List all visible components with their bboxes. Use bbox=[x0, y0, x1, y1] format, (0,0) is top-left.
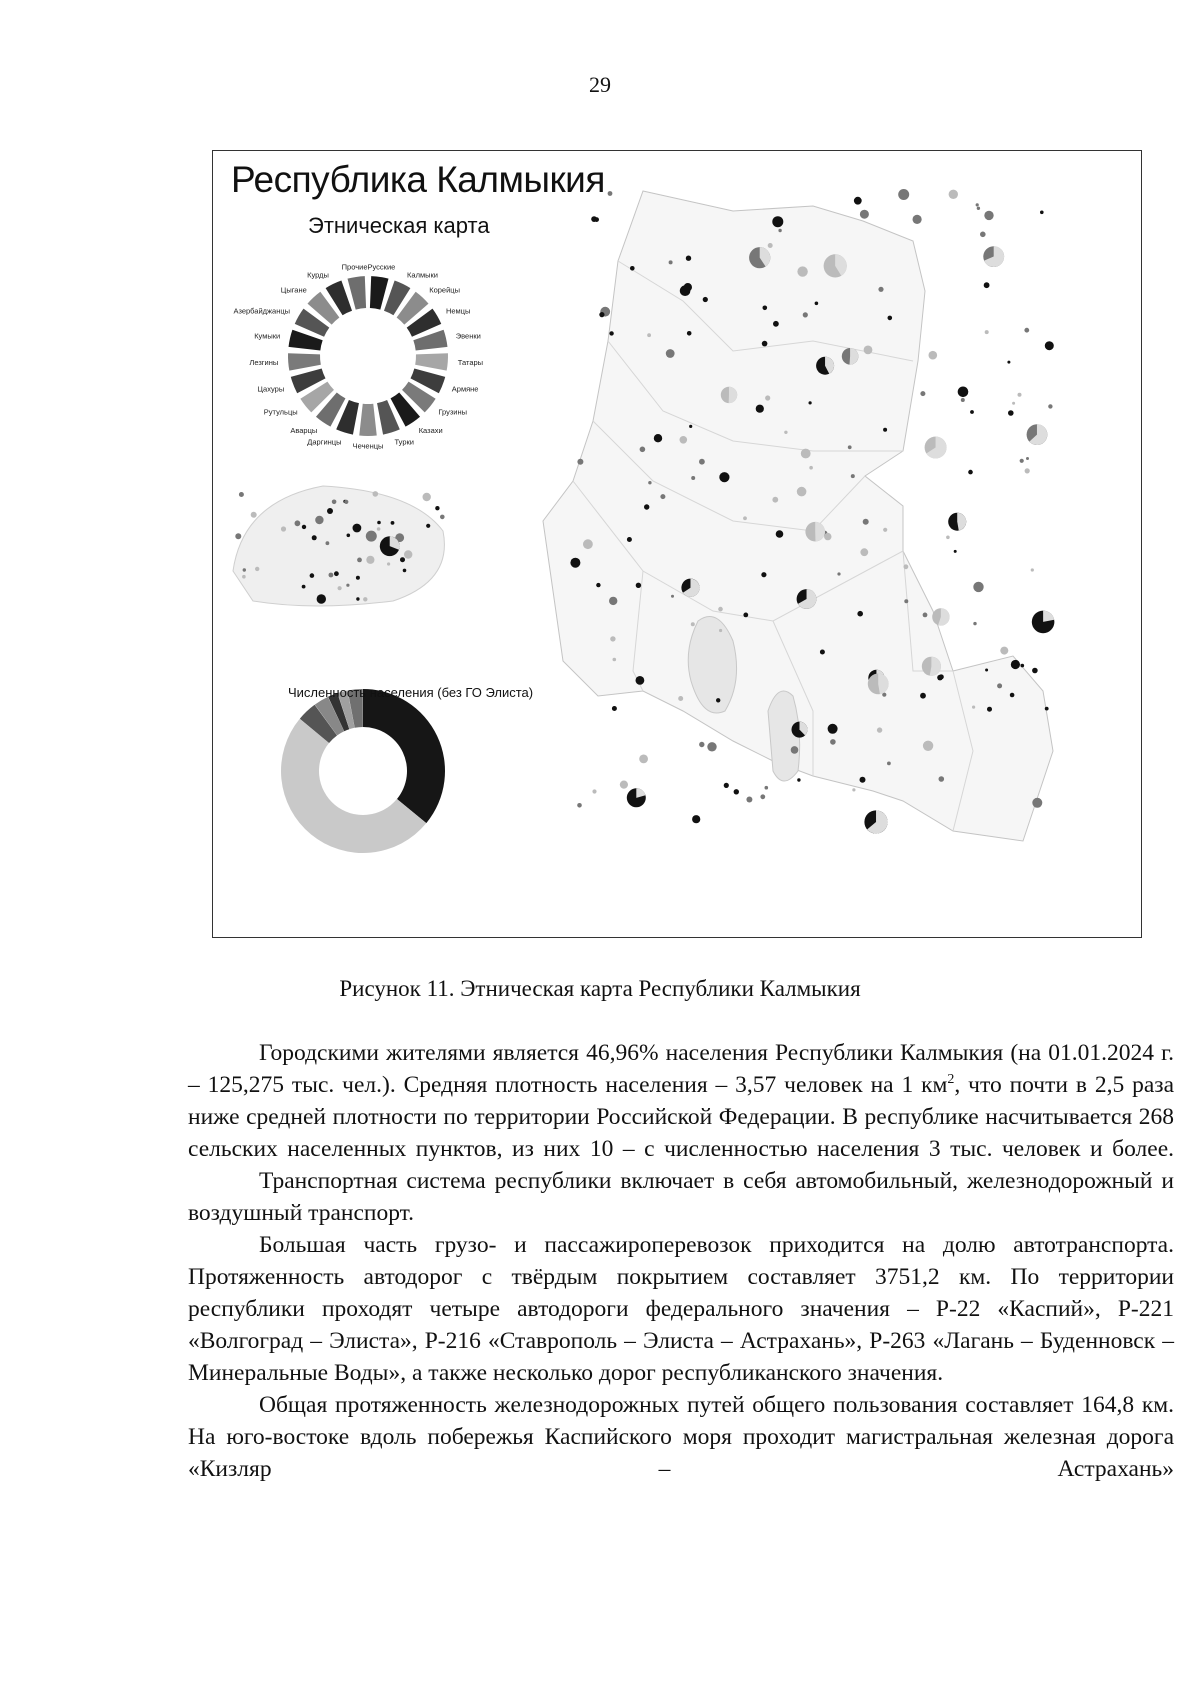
settlement-marker bbox=[797, 778, 800, 781]
settlement-marker bbox=[609, 331, 613, 335]
settlement-marker bbox=[997, 683, 1002, 688]
settlement-marker bbox=[760, 794, 765, 799]
settlement-marker bbox=[773, 321, 779, 327]
settlement-marker bbox=[973, 582, 983, 592]
settlement-marker bbox=[762, 341, 768, 347]
settlement-marker bbox=[863, 519, 869, 525]
figure-subtitle: Этническая карта bbox=[308, 213, 490, 238]
ethnic-ring-chart bbox=[233, 263, 483, 451]
settlement-marker bbox=[1045, 341, 1054, 350]
settlement-marker bbox=[772, 497, 778, 503]
settlement-marker bbox=[877, 727, 882, 732]
settlement-marker bbox=[904, 564, 909, 569]
settlement-marker bbox=[596, 583, 600, 587]
settlement-marker bbox=[707, 742, 716, 751]
settlement-marker bbox=[599, 312, 604, 317]
settlement-marker bbox=[1012, 402, 1015, 405]
figure-caption: Рисунок 11. Этническая карта Республики Калмыкия bbox=[339, 976, 861, 1001]
settlement-marker bbox=[680, 436, 688, 444]
settlement-marker bbox=[692, 815, 700, 823]
settlement-marker bbox=[435, 506, 439, 510]
ring-label: Грузины bbox=[438, 407, 468, 417]
settlement-marker bbox=[660, 494, 665, 499]
settlement-marker bbox=[716, 698, 720, 702]
settlement-marker bbox=[251, 512, 257, 518]
settlement-marker bbox=[654, 434, 662, 442]
settlement-marker bbox=[1020, 459, 1024, 463]
page-number: 29 bbox=[589, 72, 611, 97]
settlement-marker bbox=[1045, 707, 1049, 711]
settlement-marker bbox=[1048, 404, 1052, 408]
settlement-marker bbox=[338, 586, 342, 590]
settlement-marker bbox=[1010, 693, 1015, 698]
settlement-marker bbox=[949, 190, 958, 199]
settlement-marker bbox=[923, 741, 933, 751]
settlement-marker bbox=[851, 474, 855, 478]
settlement-marker bbox=[644, 504, 649, 509]
ring-label: Русские bbox=[367, 262, 396, 272]
settlement-marker bbox=[883, 428, 887, 432]
superscript-2: 2 bbox=[947, 1072, 955, 1088]
settlement-marker bbox=[377, 521, 381, 525]
settlement-marker bbox=[970, 410, 974, 414]
settlement-marker bbox=[1031, 568, 1034, 571]
settlement-marker bbox=[824, 533, 831, 540]
settlement-marker bbox=[669, 260, 673, 264]
ring-label: Лезгины bbox=[249, 358, 279, 368]
settlement-marker bbox=[353, 524, 362, 533]
settlement-marker bbox=[1008, 410, 1014, 416]
ring-label: Эвенки bbox=[455, 331, 481, 341]
settlement-marker bbox=[929, 351, 938, 360]
settlement-marker bbox=[801, 449, 811, 459]
settlement-marker bbox=[691, 476, 695, 480]
settlement-marker bbox=[820, 650, 825, 655]
settlement-marker bbox=[243, 568, 246, 571]
settlement-marker bbox=[423, 493, 431, 501]
settlement-marker bbox=[356, 576, 360, 580]
settlement-marker bbox=[363, 597, 367, 601]
settlement-marker bbox=[980, 232, 986, 238]
settlement-marker bbox=[687, 331, 692, 336]
settlement-marker bbox=[699, 459, 705, 465]
settlement-marker bbox=[612, 706, 617, 711]
settlement-marker bbox=[768, 243, 773, 248]
settlement-marker bbox=[913, 215, 922, 224]
settlement-marker bbox=[387, 562, 390, 565]
settlement-marker bbox=[746, 797, 752, 803]
settlement-marker bbox=[878, 287, 883, 292]
ring-label: Курды bbox=[307, 270, 329, 280]
settlement-marker bbox=[403, 569, 407, 573]
settlement-marker bbox=[761, 572, 766, 577]
paragraph-2: Транспортная система республики включает в себя автомобильный, железнодорожный и воздушный транспорт. bbox=[188, 1168, 1174, 1226]
settlement-marker bbox=[1018, 393, 1022, 397]
settlement-marker bbox=[776, 530, 784, 538]
paragraph-4: Общая протяженность железнодорожных путей общего пользования составляет 164,8 км. На юго-востоке вдоль побережья Каспийского моря проходит магистральная железная дорога «Кизляр – Астрахань» bbox=[188, 1392, 1174, 1482]
settlement-marker bbox=[344, 500, 348, 504]
ring-segment bbox=[415, 353, 448, 370]
ring-label: Прочие bbox=[341, 262, 368, 272]
settlement-marker bbox=[939, 674, 944, 679]
settlement-marker bbox=[791, 746, 799, 754]
settlement-marker bbox=[295, 520, 301, 526]
settlement-marker bbox=[315, 516, 323, 524]
settlement-marker bbox=[961, 398, 965, 402]
settlement-marker bbox=[985, 669, 988, 672]
settlement-marker bbox=[958, 387, 969, 398]
settlement-marker bbox=[1040, 211, 1044, 215]
settlement-marker bbox=[640, 447, 646, 453]
settlement-marker bbox=[620, 781, 628, 789]
settlement-marker bbox=[815, 302, 819, 306]
settlement-marker bbox=[809, 401, 812, 404]
settlement-marker bbox=[440, 515, 445, 520]
population-donut-chart bbox=[281, 689, 445, 853]
settlement-marker bbox=[864, 346, 873, 355]
settlement-marker bbox=[639, 755, 648, 764]
ethnic-map-figure bbox=[212, 150, 1142, 938]
ring-label: Турки bbox=[394, 437, 414, 447]
settlement-marker bbox=[1011, 660, 1020, 669]
ring-label: Аварцы bbox=[290, 425, 318, 435]
settlement-marker bbox=[691, 622, 695, 626]
ring-label: Цахуры bbox=[257, 384, 285, 394]
paragraph-3: Большая часть грузо- и пассажироперевозок приходится на долю автотранспорта. Протяженность автодорог с твёрдым покрытием составляет 3751,2 км. По территории республики проходят четыре автодороги федерального значения – Р-22 «Каспий», Р-221 «Волгоград – Элиста», Р-216 «Ставрополь – Элиста – Астрахань», Р-263 «Лагань – Буденновск – Минеральные Воды», а также несколько дорог республиканского значения. bbox=[188, 1232, 1174, 1386]
settlement-marker bbox=[609, 597, 617, 605]
settlement-marker bbox=[1032, 668, 1038, 674]
ring-label: Татары bbox=[457, 358, 484, 368]
settlement-marker bbox=[391, 521, 395, 525]
settlement-marker bbox=[302, 585, 306, 589]
settlement-marker bbox=[400, 557, 405, 562]
settlement-marker bbox=[627, 537, 632, 542]
settlement-marker bbox=[689, 425, 692, 428]
settlement-marker bbox=[1021, 664, 1025, 668]
settlement-marker bbox=[888, 316, 893, 321]
settlement-marker bbox=[630, 266, 635, 271]
settlement-marker bbox=[684, 283, 692, 291]
settlement-marker bbox=[281, 526, 286, 531]
settlement-marker bbox=[235, 533, 241, 539]
settlement-marker bbox=[592, 789, 596, 793]
settlement-marker bbox=[594, 217, 599, 222]
settlement-marker bbox=[904, 599, 908, 603]
settlement-marker bbox=[848, 445, 852, 449]
ring-label: Даргинцы bbox=[307, 437, 342, 447]
ring-segment bbox=[359, 404, 377, 436]
settlement-marker bbox=[828, 724, 838, 734]
settlement-marker bbox=[920, 391, 925, 396]
settlement-marker bbox=[972, 706, 975, 709]
settlement-marker bbox=[255, 567, 259, 571]
settlement-marker bbox=[666, 349, 675, 358]
settlement-marker bbox=[636, 676, 645, 685]
settlement-marker bbox=[613, 658, 617, 662]
settlement-marker bbox=[577, 459, 583, 465]
settlement-marker bbox=[671, 595, 674, 598]
settlement-marker bbox=[968, 470, 973, 475]
settlement-marker bbox=[809, 466, 813, 470]
settlement-marker bbox=[366, 556, 374, 564]
settlement-marker bbox=[734, 789, 739, 794]
settlement-marker bbox=[577, 803, 582, 808]
settlement-marker bbox=[923, 613, 928, 618]
settlement-marker bbox=[1025, 468, 1030, 473]
settlement-marker bbox=[377, 527, 381, 531]
settlement-marker bbox=[719, 472, 729, 482]
ethnic-map-graphic bbox=[213, 151, 1141, 937]
settlement-marker bbox=[887, 762, 891, 766]
settlement-marker bbox=[1000, 647, 1008, 655]
settlement-marker bbox=[647, 333, 651, 337]
settlement-marker bbox=[778, 229, 781, 232]
ring-segment bbox=[288, 353, 321, 370]
settlement-marker bbox=[784, 431, 787, 434]
settlement-marker bbox=[346, 584, 349, 587]
settlement-marker bbox=[763, 306, 768, 311]
settlement-marker bbox=[326, 541, 330, 545]
settlement-marker bbox=[327, 508, 333, 514]
settlement-marker bbox=[803, 312, 808, 317]
settlement-marker bbox=[1026, 457, 1029, 460]
settlement-marker bbox=[1024, 328, 1029, 333]
settlement-marker bbox=[854, 197, 862, 205]
settlement-marker bbox=[373, 491, 379, 497]
settlement-marker bbox=[366, 531, 377, 542]
settlement-marker bbox=[317, 594, 326, 603]
settlement-marker bbox=[334, 571, 339, 576]
settlement-marker bbox=[724, 783, 729, 788]
ring-label: Азербайджанцы bbox=[233, 306, 291, 316]
body-text bbox=[188, 1037, 1174, 1485]
settlement-marker bbox=[1007, 361, 1010, 364]
settlement-marker bbox=[703, 297, 708, 302]
settlement-marker bbox=[678, 696, 683, 701]
settlement-marker bbox=[242, 575, 246, 579]
settlement-marker bbox=[860, 548, 868, 556]
ring-label: Армяне bbox=[451, 384, 479, 394]
settlement-marker bbox=[977, 207, 980, 210]
settlement-marker bbox=[984, 211, 993, 220]
ring-label: Корейцы bbox=[429, 285, 460, 295]
settlement-marker bbox=[743, 613, 748, 618]
settlement-marker bbox=[636, 583, 641, 588]
settlement-marker bbox=[1032, 798, 1042, 808]
settlement-marker bbox=[987, 707, 992, 712]
settlement-marker bbox=[347, 534, 351, 538]
settlement-marker bbox=[946, 536, 950, 540]
ring-label: Калмыки bbox=[407, 270, 438, 280]
ring-segment bbox=[347, 276, 366, 310]
ring-label: Цыгане bbox=[280, 285, 307, 295]
settlement-marker bbox=[797, 266, 807, 276]
settlement-marker bbox=[570, 558, 580, 568]
paragraph-1: Городскими жителями является 46,96% населения Республики Калмыкия (на 01.01.2024 г. – 125,275 тыс. чел.). Средняя плотность населения – 3,57 человек на 1 $км^2$, что почти в 2,5 раза ниже средней плотности по территории Российской Федерации. В республике насчитывается 268 сельских населенных пунктов, из них 10 – с численностью населения 3 тыс. человек и более. bbox=[188, 1040, 1174, 1162]
settlement-marker bbox=[426, 524, 430, 528]
settlement-marker bbox=[329, 573, 334, 578]
settlement-marker bbox=[976, 203, 979, 206]
settlement-marker bbox=[920, 693, 926, 699]
figure-title: Республика Калмыкия bbox=[231, 159, 605, 200]
ring-label: Казахи bbox=[418, 425, 443, 435]
population-chart-label: Численность населения (без ГО Элиста) bbox=[288, 685, 534, 700]
settlement-marker bbox=[898, 189, 909, 200]
settlement-marker bbox=[860, 210, 869, 219]
settlement-marker bbox=[332, 500, 337, 505]
settlement-marker bbox=[772, 216, 783, 227]
settlement-marker bbox=[719, 629, 722, 632]
settlement-marker bbox=[830, 739, 836, 745]
settlement-marker bbox=[860, 777, 866, 783]
settlement-marker bbox=[765, 395, 770, 400]
settlement-marker bbox=[648, 481, 651, 484]
settlement-marker bbox=[857, 611, 863, 617]
settlement-marker bbox=[984, 282, 990, 288]
settlement-marker bbox=[239, 492, 244, 497]
ring-label: Рутульцы bbox=[263, 407, 298, 417]
settlement-marker bbox=[312, 535, 317, 540]
settlement-marker bbox=[756, 405, 764, 413]
settlement-marker bbox=[356, 597, 359, 600]
settlement-marker bbox=[608, 191, 613, 196]
settlement-marker-slice bbox=[957, 513, 966, 531]
settlement-marker bbox=[310, 573, 315, 578]
settlement-marker bbox=[852, 788, 855, 791]
settlement-marker bbox=[699, 742, 704, 747]
settlement-marker bbox=[404, 550, 412, 558]
settlement-marker bbox=[939, 776, 945, 782]
ring-label: Чеченцы bbox=[352, 441, 384, 451]
settlement-marker bbox=[583, 539, 593, 549]
settlement-marker bbox=[718, 607, 723, 612]
settlement-marker bbox=[837, 572, 840, 575]
settlement-marker bbox=[973, 622, 976, 625]
settlement-marker bbox=[610, 636, 615, 641]
settlement-marker bbox=[743, 516, 747, 520]
settlement-marker bbox=[357, 558, 362, 563]
settlement-marker bbox=[797, 487, 807, 497]
settlement-marker bbox=[765, 786, 769, 790]
settlement-marker bbox=[985, 330, 989, 334]
settlement-marker bbox=[686, 256, 691, 261]
ring-segment bbox=[370, 276, 389, 310]
ring-label: Кумыки bbox=[254, 331, 281, 341]
ring-label: Немцы bbox=[445, 306, 471, 316]
settlement-marker bbox=[302, 525, 306, 529]
settlement-marker bbox=[883, 528, 887, 532]
population-slice bbox=[363, 689, 445, 823]
settlement-marker bbox=[954, 550, 957, 553]
